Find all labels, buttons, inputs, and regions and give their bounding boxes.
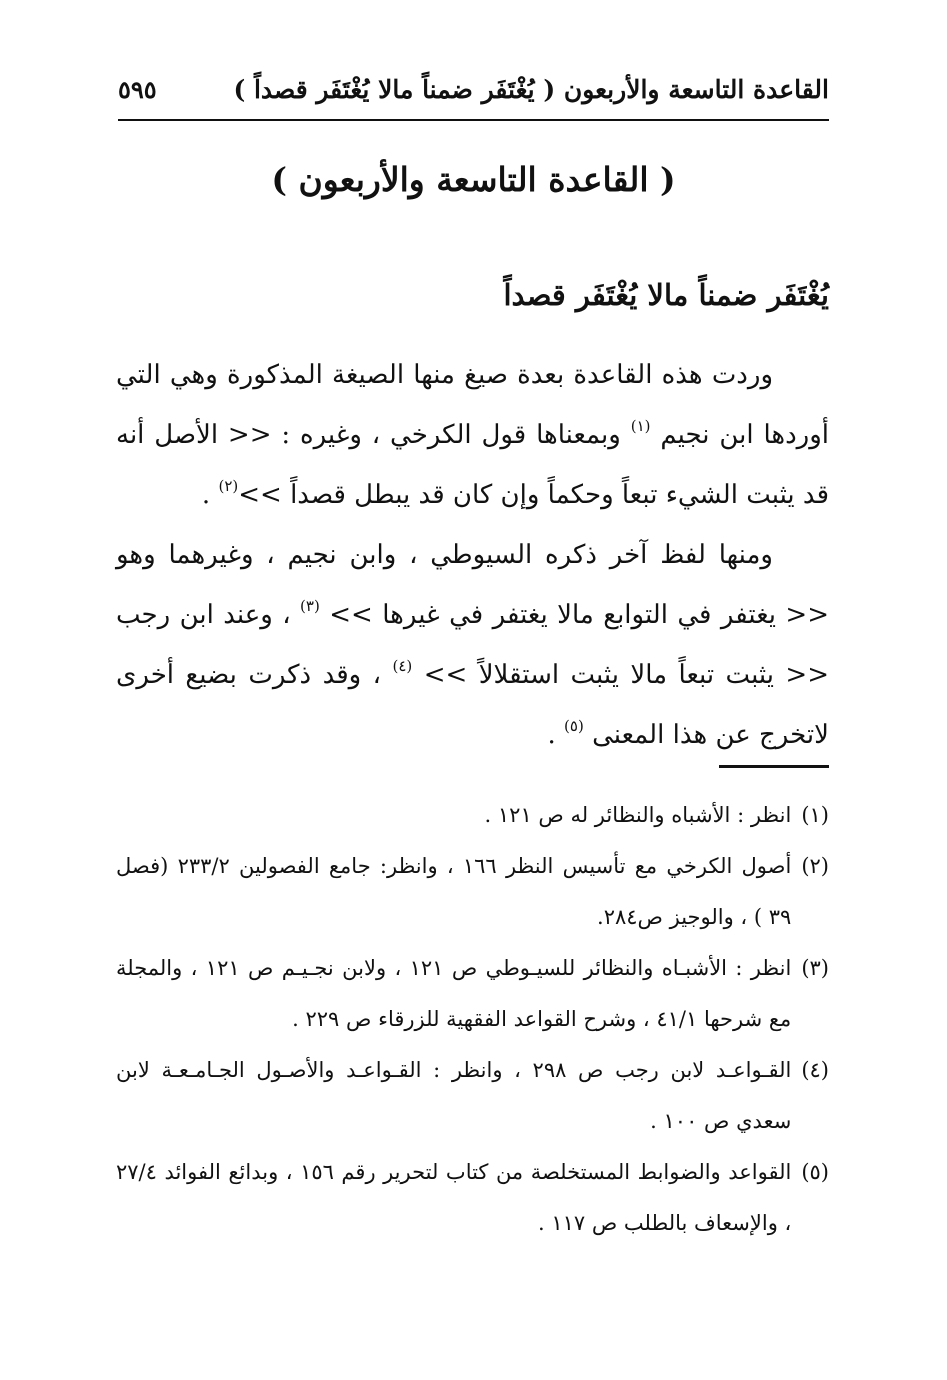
running-title: القاعدة التاسعة والأربعون ( يُغْتَفَر ضمناً مالا يُغْتَفَر قصداً ) [233,74,829,104]
paragraph-1 [116,345,829,525]
footnote-number: (١) [801,803,829,827]
paragraph-2-text: ومنها لفظ آخر ذكره السيوطي ، وابن نجيم ، وغيرهما وهو << يغتفر في التوابع مالا يغتفر في غيرها >> [116,540,829,630]
footnote-text: انظر : الأشباه والنظائر له ص ١٢١ . [484,803,792,827]
paragraph-2 [116,525,829,765]
footnote-ref-2: (٢) [218,477,239,495]
body-text [116,345,829,765]
paragraph-2-end: . [547,720,565,750]
footnote-ref-5: (٥) [564,717,584,735]
page-number: ٥٩٥ [118,74,157,104]
footnote-3 [116,943,829,1045]
footnote-text: انظر : الأشبـاه والنظائر للسيـوطي ص ١٢١ ، ولابن نجـيـم ص ١٢١ ، والمجلة مع شرحها ٤١/١ ، وشرح القواعد الفقهية للزرقاء ص ٢٢٩ . [116,956,792,1031]
footnote-number: (٣) [801,956,829,980]
paragraph-1-text-2: وبمعناها قول الكرخي ، وغيره : << الأصل أنه قد يثبت الشيء تبعاً وحكماً وإن كان قد يبطل قصداً >> [116,420,829,510]
header-divider [118,119,829,121]
footnote-text: أصول الكرخي مع تأسيس النظر ١٦٦ ، وانظر: جامع الفصولين ٢٣٣/٢ (فصل ٣٩ ) ، والوجيز ص٢٨٤. [116,854,792,929]
chapter-title: ( القاعدة التاسعة والأربعون ) [271,160,676,199]
footnote-4 [116,1045,829,1147]
paragraph-1-end: . [201,480,219,510]
footnote-2 [116,841,829,943]
footnote-number: (٤) [801,1058,829,1082]
footnote-text: القـواعـد لابن رجب ص ٢٩٨ ، وانظر : القـواعـد والأصـول الجـامـعـة لابن سعدي ص ١٠٠ . [116,1058,792,1133]
running-header [118,64,829,114]
footnote-number: (٢) [801,854,829,878]
footnote-1 [116,790,829,841]
footnote-ref-3: (٣) [300,597,320,615]
paragraph-2-text-2: ، وعند ابن رجب << يثبت تبعاً مالا يثبت استقلالاً >> [116,600,830,690]
footnotes [116,790,829,1249]
footnote-ref-4: (٤) [392,657,413,675]
footnote-ref-1: (١) [630,417,651,435]
footnote-5 [116,1147,829,1249]
paragraph-2-text-3: ، وقد ذكرت بضيع أخرى لاتخرج عن هذا المعنى [116,660,829,750]
footnote-separator [719,765,829,768]
footnote-number: (٥) [801,1160,829,1184]
rule-heading: يُغْتَفَر ضمناً مالا يُغْتَفَر قصداً [503,278,829,312]
paragraph-1-text: وردت هذه القاعدة بعدة صيغ منها الصيغة المذكورة وهي التي أوردها ابن نجيم [116,360,830,450]
footnote-text: القواعد والضوابط المستخلصة من كتاب لتحرير رقم ١٥٦ ، وبدائع الفوائد ٢٧/٤ ، والإسعاف بالطلب ص ١١٧ . [116,1160,792,1235]
